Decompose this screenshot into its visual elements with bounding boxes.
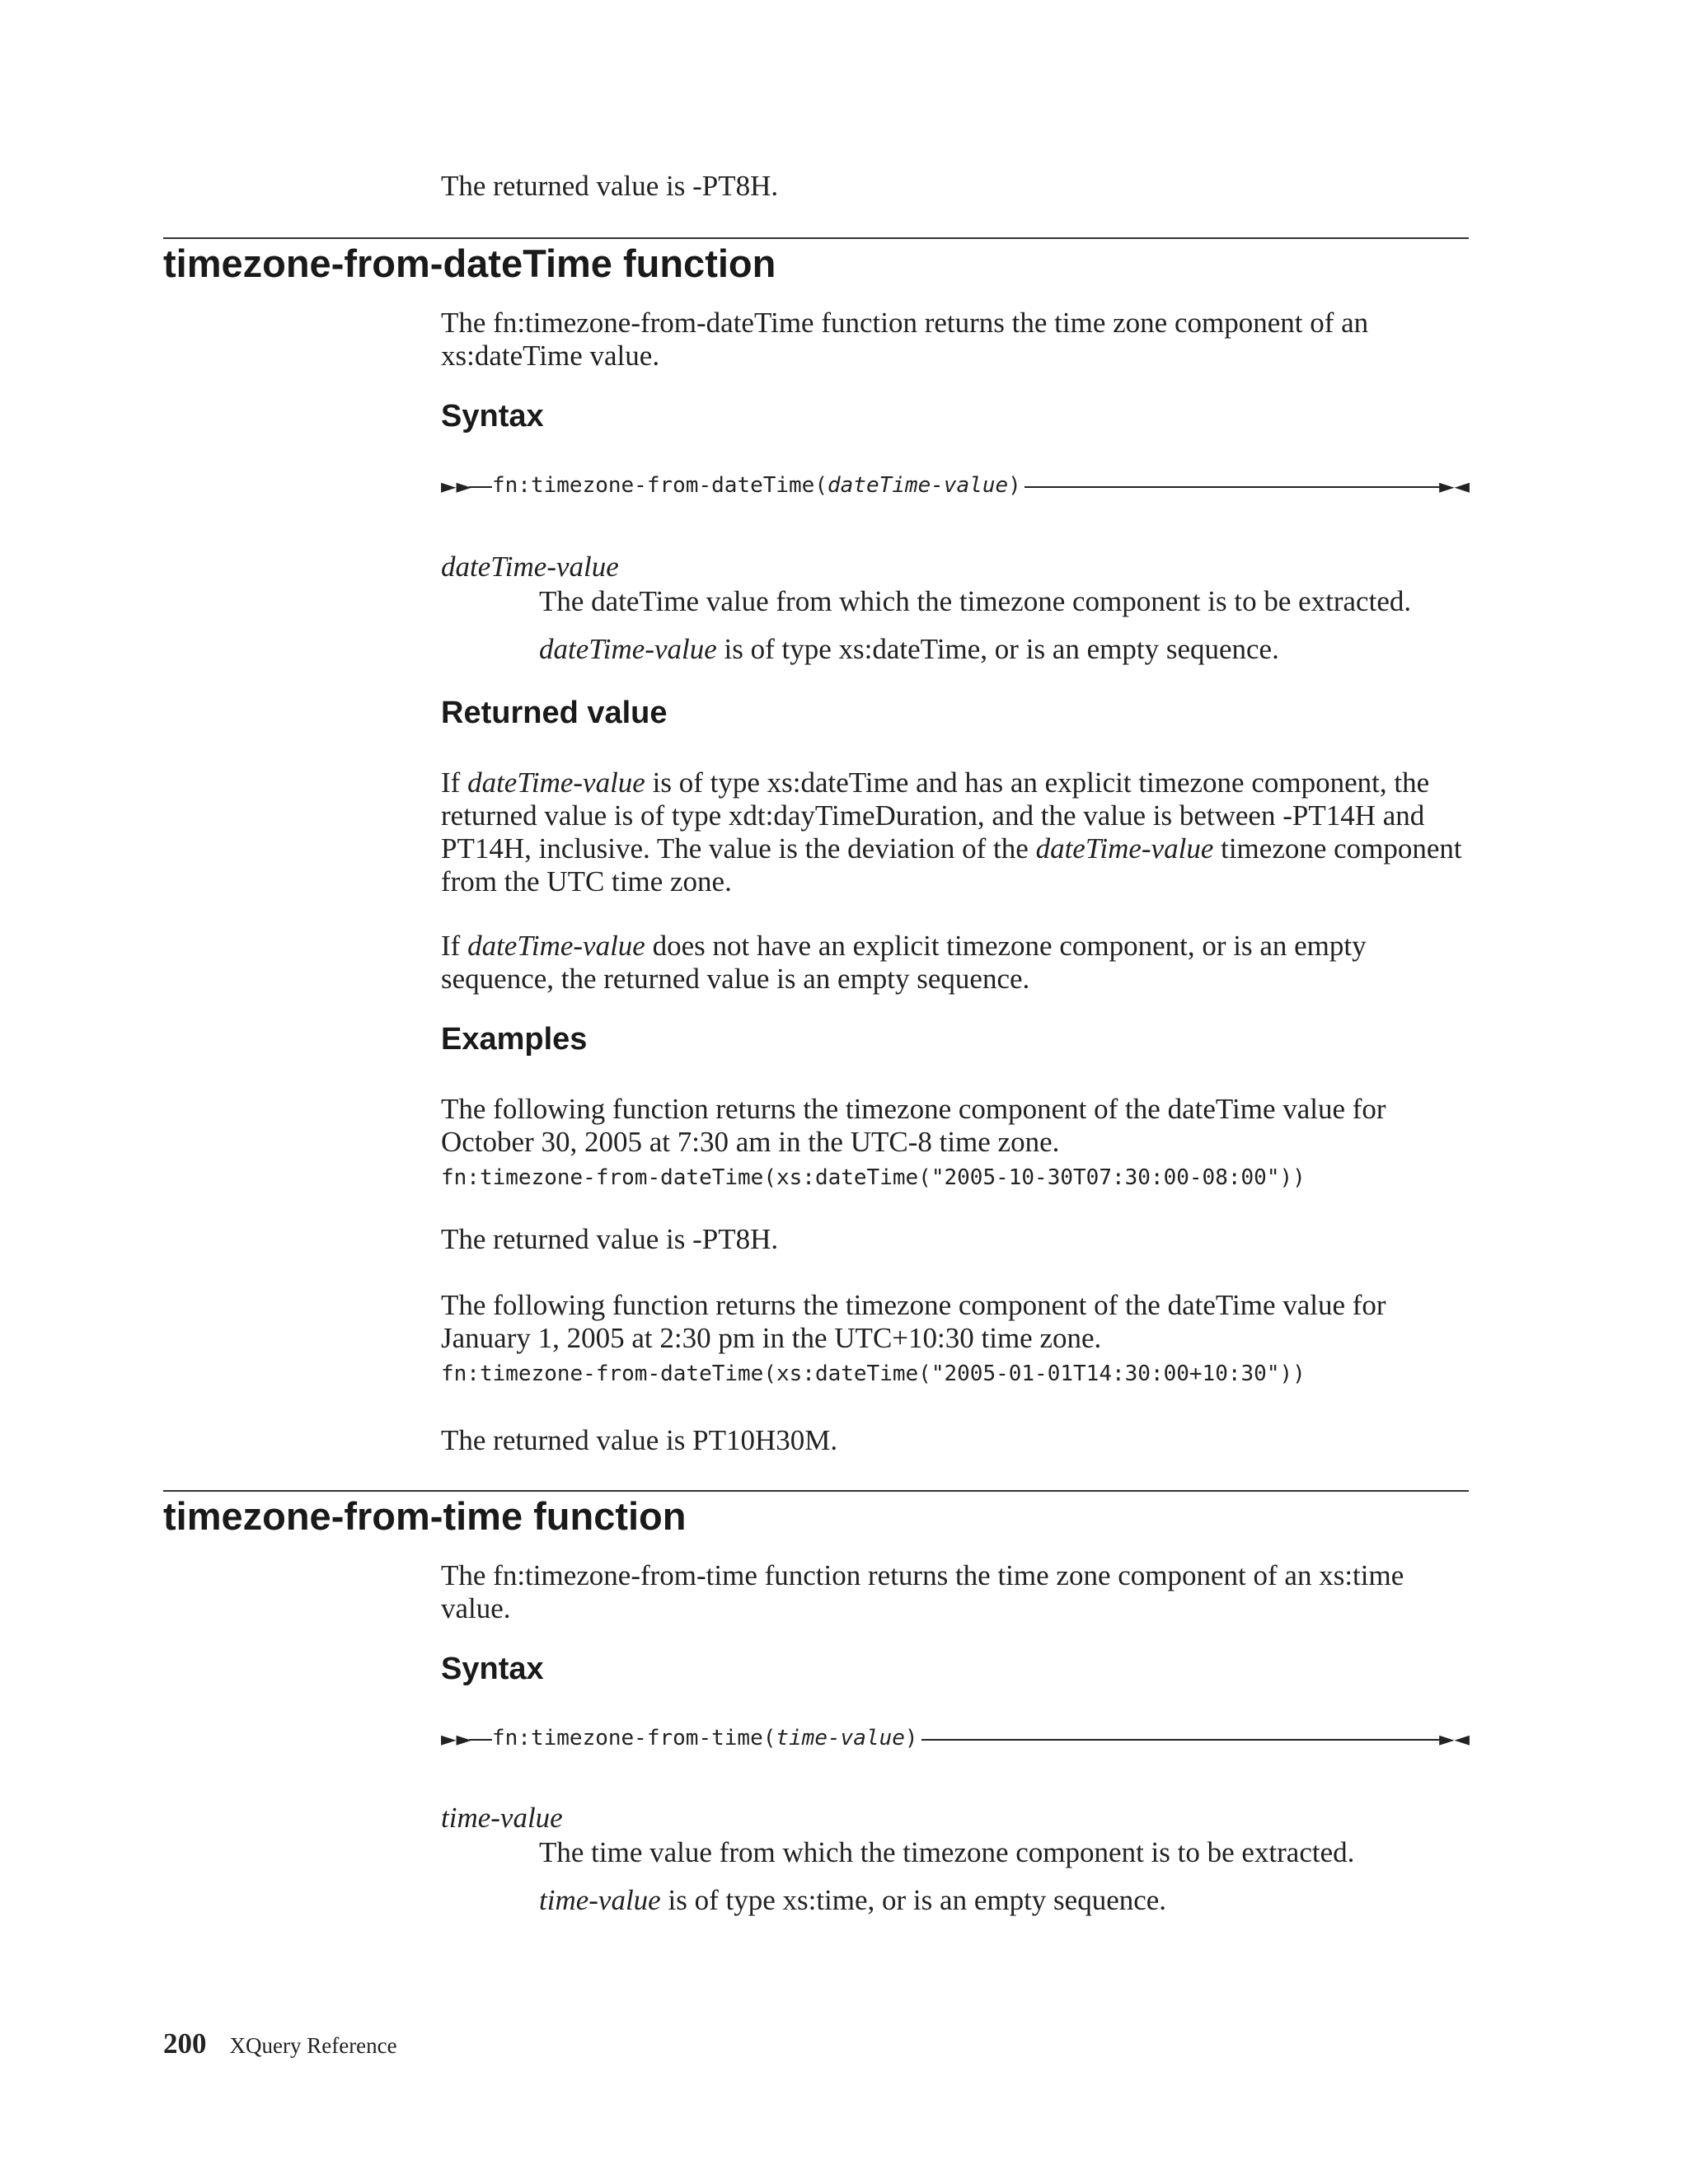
param-name: time-value: [441, 1802, 563, 1834]
section-intro: The fn:timezone-from-dateTime function returns the time zone component of an xs:dateTime value.: [441, 307, 1369, 372]
text-run-italic: dateTime-value: [467, 930, 645, 962]
example-1-result: The returned value is -PT8H.: [441, 1223, 779, 1255]
section-title-timezone-from-datetime: timezone-from-dateTime function: [163, 241, 776, 285]
returned-value-paragraph-2: [441, 930, 1471, 996]
syntax-expression: [492, 471, 1025, 499]
syntax-end-marker: ►◄: [1439, 475, 1470, 498]
param-type-name: time-value: [539, 1884, 661, 1916]
syntax-function: fn:timezone-from-dateTime(: [492, 473, 828, 498]
section-title-timezone-from-time: timezone-from-time function: [163, 1494, 687, 1538]
example-2-text: The following function returns the timezone component of the dateTime value for January 1, 2005 at 2:30 pm in the UTC+10:30 time zone.: [441, 1289, 1386, 1354]
text-run: is of type xs:dateTime and has an explicit timezone component, the returned value is of type xdt:dayTimeDuration, and the value is between -PT14H and PT14H, inclusive. The value is the deviation of the: [441, 766, 1430, 865]
text-run: If: [441, 930, 468, 962]
syntax-expression: [492, 1724, 921, 1752]
syntax-start-marker: ►►: [441, 1727, 471, 1750]
book-title: XQuery Reference: [229, 2033, 397, 2058]
examples-heading: Examples: [441, 1022, 588, 1057]
section-intro: The fn:timezone-from-time function returns the time zone component of an xs:time value.: [441, 1559, 1404, 1624]
param-type: [539, 633, 1470, 666]
syntax-heading: Syntax: [441, 1652, 544, 1686]
page-number: 200: [163, 2027, 207, 2060]
returned-value-paragraph-1: [441, 766, 1471, 898]
example-2-code: fn:timezone-from-dateTime(xs:dateTime("2005-01-01T14:30:00+10:30")): [441, 1361, 1306, 1386]
param-description: The dateTime value from which the timezone component is to be extracted.: [539, 585, 1412, 617]
example-1-text: The following function returns the timezone component of the dateTime value for October 30, 2005 at 7:30 am in the UTC-8 time zone.: [441, 1093, 1386, 1158]
param-description: The time value from which the timezone component is to be extracted.: [539, 1836, 1355, 1868]
syntax-close: ): [904, 1726, 918, 1750]
returned-value-heading: Returned value: [441, 696, 668, 730]
text-run-italic: dateTime-value: [467, 766, 645, 799]
syntax-close: ): [1008, 473, 1021, 498]
param-type: [539, 1884, 1470, 1917]
syntax-param: dateTime-value: [828, 473, 1009, 498]
syntax-diagram: [441, 471, 1470, 501]
example-1-code: fn:timezone-from-dateTime(xs:dateTime("2005-10-30T07:30:00-08:00")): [441, 1165, 1306, 1190]
param-type-name: dateTime-value: [539, 633, 717, 665]
syntax-end-marker: ►◄: [1439, 1727, 1470, 1750]
syntax-diagram: [441, 1724, 1470, 1754]
returned-value-text: The returned value is -PT8H.: [441, 170, 779, 202]
syntax-heading: Syntax: [441, 399, 544, 434]
text-run: does not have an explicit timezone component, or is an empty sequence, the returned value is an empty sequence.: [441, 930, 1367, 995]
section-divider: [163, 237, 1469, 239]
text-run: timezone component from the UTC time zone.: [441, 832, 1462, 898]
syntax-start-marker: ►►: [441, 475, 471, 498]
syntax-function: fn:timezone-from-time(: [492, 1726, 776, 1750]
syntax-param: time-value: [776, 1726, 905, 1750]
example-2-result: The returned value is PT10H30M.: [441, 1424, 838, 1456]
section-divider: [163, 1490, 1469, 1492]
param-name: dateTime-value: [441, 551, 619, 583]
text-run: If: [441, 766, 468, 799]
param-type-rest: is of type xs:dateTime, or is an empty sequence.: [716, 633, 1279, 665]
param-type-rest: is of type xs:time, or is an empty sequence.: [660, 1884, 1167, 1916]
text-run-italic: dateTime-value: [1035, 832, 1214, 865]
page-footer: [163, 2027, 397, 2060]
